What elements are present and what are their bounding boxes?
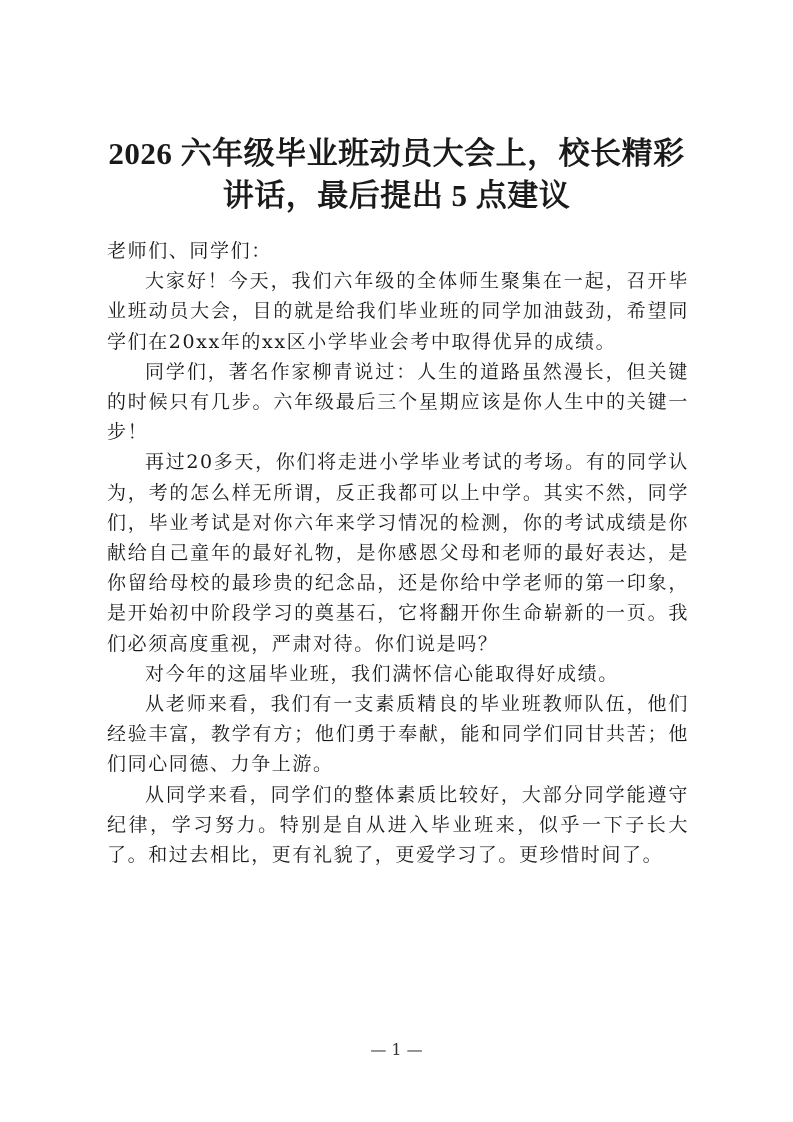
paragraph-6: 从同学来看，同学们的整体素质比较好，大部分同学能遵守纪律，学习努力。特别是自从进入毕业班来，似乎一下子长大了。和过去相比，更有礼貌了，更爱学习了。更珍惜时间了。	[107, 783, 689, 867]
salutation: 老师们、同学们：	[107, 240, 272, 262]
document-title	[70, 133, 723, 217]
page-number: — 1 —	[370, 1040, 423, 1059]
paragraph-2: 同学们，著名作家柳青说过：人生的道路虽然漫长，但关键的时候只有几步。六年级最后三个星期应该是你人生中的关键一步！	[107, 360, 689, 444]
paragraph-1: 大家好！今天，我们六年级的全体师生聚集在一起，召开毕业班动员大会，目的就是给我们毕业班的同学加油鼓劲，希望同学们在20xx年的xx区小学毕业会考中取得优异的成绩。	[107, 270, 689, 353]
paragraph-5: 从老师来看，我们有一支素质精良的毕业班教师队伍，他们经验丰富，教学有方；他们勇于奉献，能和同学们同甘共苦；他们同心同德、力争上游。	[107, 693, 689, 776]
title-line-2: 讲话，最后提出 5 点建议	[222, 177, 571, 213]
title-line-1: 2026 六年级毕业班动员大会上，校长精彩	[108, 135, 685, 171]
paragraph-3: 再过20多天，你们将走进小学毕业考试的考场。有的同学认为，考的怎么样无所谓，反正我都可以上中学。其实不然，同学们，毕业考试是对你六年来学习情况的检测，你的考试成绩是你献给自己童年的最好礼物，是你感恩父母和老师的最好表达，是你留给母校的最珍贵的纪念品，还是你给中学老师的第一印象，是开始初中阶段学习的奠基石，它将翻开你生命崭新的一页。我们必须高度重视，严肃对待。你们说是吗？	[107, 451, 689, 655]
document-body	[107, 236, 689, 870]
paragraph-4: 对今年的这届毕业班，我们满怀信心能取得好成绩。	[145, 662, 619, 685]
